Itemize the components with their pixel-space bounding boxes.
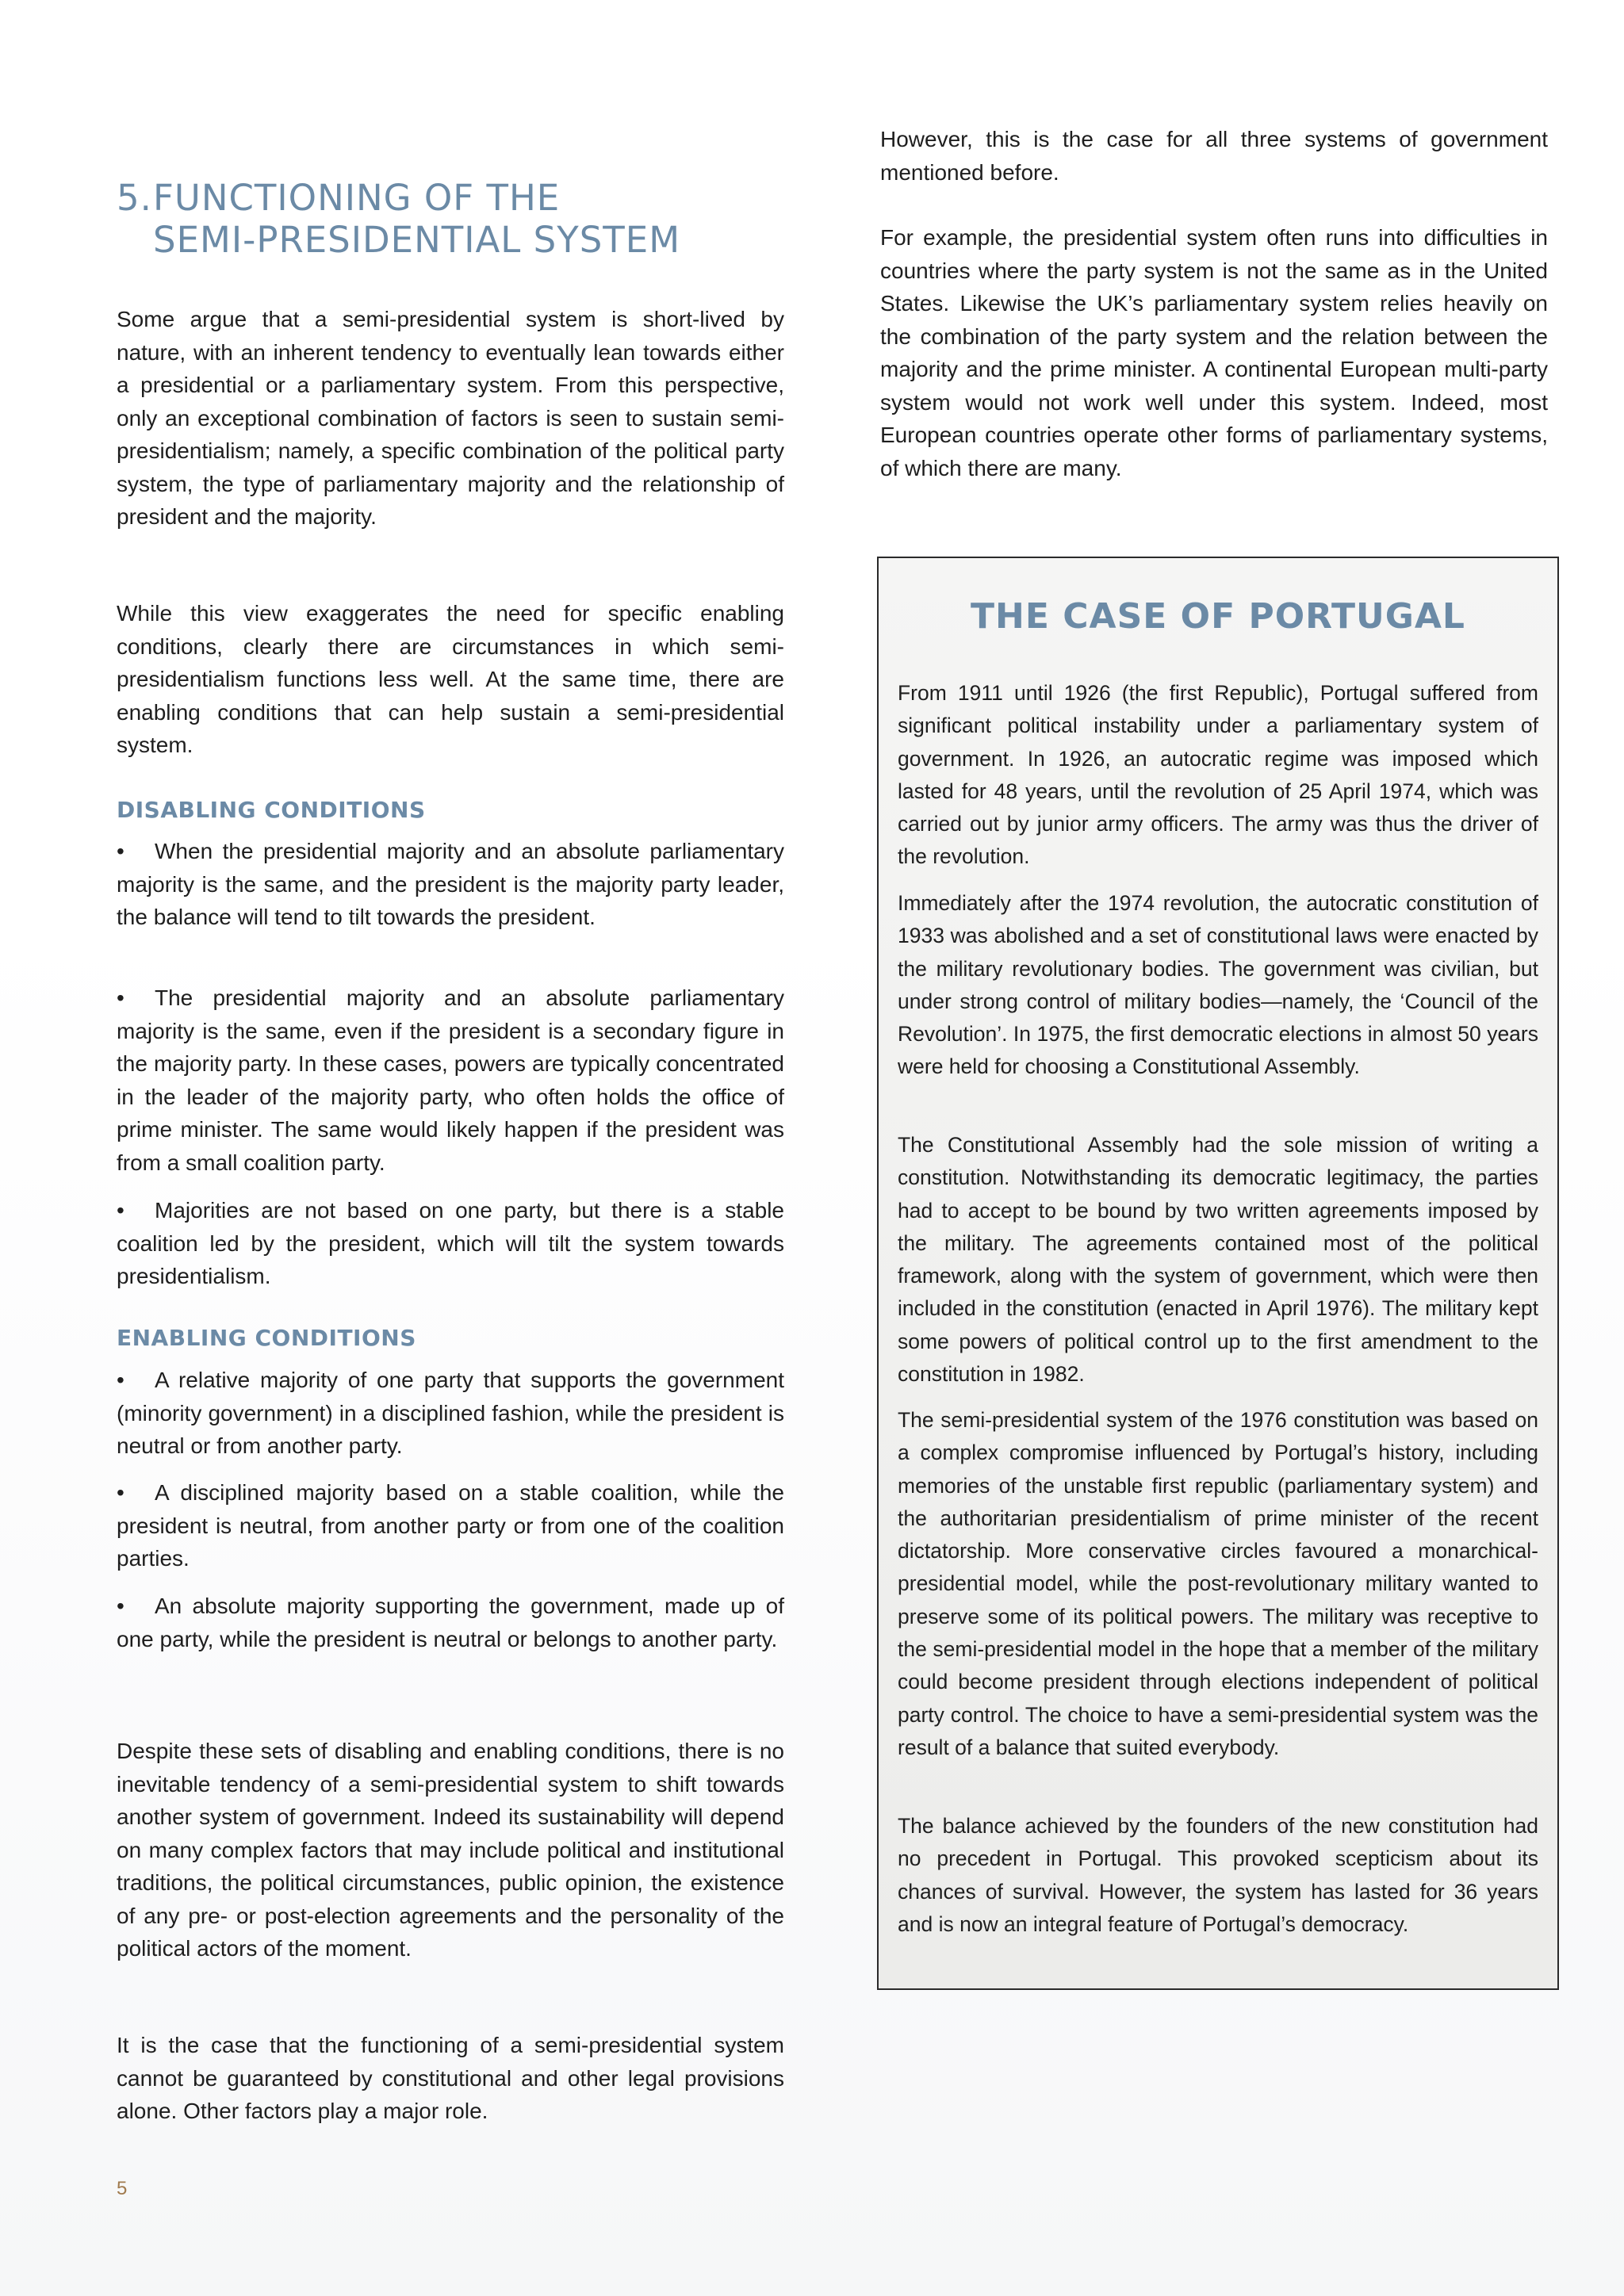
section-title-line2: SEMI-PRESIDENTIAL SYSTEM xyxy=(153,219,681,261)
enabling-bullet-3: • An absolute majority supporting the government, made up of one party, while the president is neutral or belongs to another party. xyxy=(117,1590,784,1655)
case-paragraph-1: From 1911 until 1926 (the first Republic), Portugal suffered from significant political instability under a parliamentary system of government. In 1926, an autocratic regime was imposed which lasted for 48 years, until the revolution of 25 April 1974, which was carried out by junior army officers. The army was thus the driver of the revolution. xyxy=(898,681,1538,869)
disabling-bullet-1: • When the presidential majority and an absolute parliamentary majority is the same, and the president is the majority party leader, the balance will tend to tilt towards the president. xyxy=(117,835,784,934)
case-paragraph-3: The Constitutional Assembly had the sole mission of writing a constitution. Notwithstanding its democratic legitimacy, the parties had to accept to be bound by two written agreements imposed by the military. The agreements contained most of the political framework, along with the system of government, which were then included in the constitution (enacted in April 1976). The military kept some powers of political control up to the first amendment to the constitution in 1982. xyxy=(898,1133,1538,1387)
closing-paragraph-1: Despite these sets of disabling and enabling conditions, there is no inevitable tendency of a semi-presidential system to shift towards another system of government. Indeed its sustainability will depend on many complex factors that may include political and institutional traditions, the political circumstances, public opinion, the existence of any pre- or post-election agreements and the personality of the political actors of the moment. xyxy=(117,1739,784,1961)
section-title-line1: FUNCTIONING OF THE xyxy=(153,177,561,219)
bullet-dot: • xyxy=(117,985,124,1010)
bullet-dot: • xyxy=(117,1594,124,1618)
case-paragraph-5: The balance achieved by the founders of the new constitution had no precedent in Portugal. This provoked scepticism about its chances of survival. However, the system has lasted for 36 years and is now an integral feature of Portugal’s democracy. xyxy=(898,1814,1538,1936)
closing-paragraph-2: It is the case that the functioning of a semi-presidential system cannot be guaranteed by constitutional and other legal provisions alone. Other factors play a major role. xyxy=(117,2033,784,2123)
enabling-conditions-heading: ENABLING CONDITIONS xyxy=(117,1325,416,1351)
case-study-box xyxy=(877,557,1559,1990)
intro-paragraph-2: While this view exaggerates the need for specific enabling conditions, clearly there are circumstances in which semi-presidentialism functions less well. At the same time, there are enabling conditions that can help sustain a semi-presidential system. xyxy=(117,601,784,757)
bullet-dot: • xyxy=(117,1480,124,1505)
case-paragraph-4: The semi-presidential system of the 1976 constitution was based on a complex compromise influenced by Portugal’s history, including memories of the unstable first republic (parliamentary system) and the authoritarian presidentialism of prime minister of the recent dictatorship. More conservative circles favoured a monarchical-presidential model, while the post-revolutionary military wanted to preserve some of its political powers. The military was receptive to the semi-presidential model in the hope that a member of the military could become president through elections independent of political party control. The choice to have a semi-presidential system was the result of a balance that suited everybody. xyxy=(898,1408,1538,1759)
disabling-conditions-heading: DISABLING CONDITIONS xyxy=(117,797,426,823)
page-number: 5 xyxy=(117,2178,128,2199)
intro-paragraph-1: Some argue that a semi-presidential system is short-lived by nature, with an inherent tendency to eventually lean towards either a presidential or a parliamentary system. From this perspective, only an exceptional combination of factors is seen to sustain semi-presidentialism; namely, a specific combination of the political party system, the type of parliamentary majority and the relationship of president and the majority. xyxy=(117,307,784,529)
disabling-bullet-3: • Majorities are not based on one party, but there is a stable coalition led by the president, which will tilt the system towards presidentialism. xyxy=(117,1194,784,1293)
bullet-dot: • xyxy=(117,1198,124,1223)
section-number: 5. xyxy=(117,177,152,219)
bullet-dot: • xyxy=(117,1368,124,1392)
right-paragraph-2: For example, the presidential system often runs into difficulties in countries where the party system is not the same as in the United States. Likewise the UK’s parliamentary system relies heavily on the combination of the party system and the relation between the majority and the prime minister. A continental European multi-party system would not work well under this system. Indeed, most European countries operate other forms of parliamentary systems, of which there are many. xyxy=(880,225,1548,480)
bullet-dot: • xyxy=(117,839,124,863)
enabling-bullet-1: • A relative majority of one party that supports the government (minority government) in a disciplined fashion, while the president is neutral or from another party. xyxy=(117,1364,784,1463)
case-paragraph-2: Immediately after the 1974 revolution, the autocratic constitution of 1933 was abolished and a set of constitutional laws were enacted by the military revolutionary bodies. The government was civilian, but under strong control of military bodies—namely, the ‘Council of the Revolution’. In 1975, the first democratic elections in almost 50 years were held for choosing a Constitutional Assembly. xyxy=(898,891,1538,1079)
right-paragraph-1: However, this is the case for all three systems of government mentioned before. xyxy=(880,127,1548,185)
case-study-title: THE CASE OF PORTUGAL xyxy=(971,596,1465,637)
enabling-bullet-2: • A disciplined majority based on a stable coalition, while the president is neutral, from another party or from one of the coalition parties. xyxy=(117,1476,784,1575)
section-title xyxy=(117,177,784,261)
disabling-bullet-2: • The presidential majority and an absolute parliamentary majority is the same, even if the president is a secondary figure in the majority party. In these cases, powers are typically concentrated in the leader of the majority party, who often holds the office of prime minister. The same would likely happen if the president was from a small coalition party. xyxy=(117,982,784,1179)
